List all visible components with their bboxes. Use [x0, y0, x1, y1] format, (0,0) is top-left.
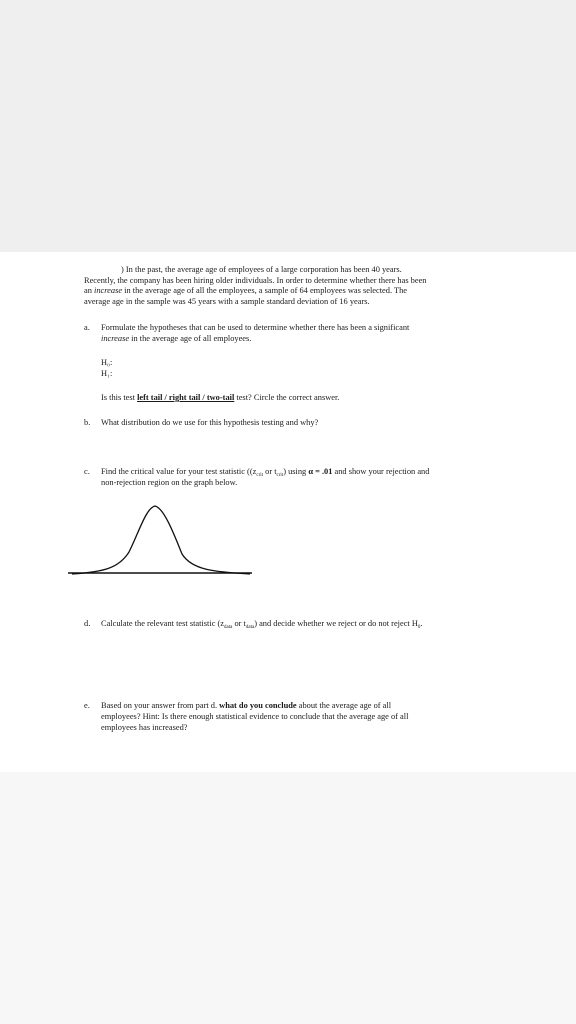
- problem-intro: [84, 265, 514, 307]
- bell-curve: [72, 506, 250, 574]
- alternative-hypothesis-label: H₁:: [101, 369, 113, 378]
- worksheet-page: [0, 252, 576, 772]
- part-b-text: What distribution do we use for this hypothesis testing and why?: [101, 418, 319, 427]
- normal-curve-graph: [64, 502, 256, 580]
- part-c-line2: non-rejection region on the graph below.: [101, 478, 238, 487]
- part-d-label: d.: [84, 619, 91, 628]
- part-c-line1: Find the critical value for your test statistic (($z_{crit}$ or $t_{crit}$) using α = .01 and show your rejection and: [101, 467, 430, 478]
- tail-options: left tail / right tail / two-tail: [137, 393, 235, 402]
- part-e-line1: Based on your answer from part d. what do you conclude about the average age of all: [101, 701, 392, 710]
- part-d-text: Calculate the relevant test statistic ($z_{data}$ or $t_{data}$) and decide whether we reject or do not reject $H_0$.: [101, 619, 423, 630]
- part-e-line2: employees? Hint: Is there enough statistical evidence to conclude that the average age of all: [101, 712, 409, 721]
- part-e-label: e.: [84, 701, 90, 710]
- part-a-line1: Formulate the hypotheses that can be used to determine whether there has been a significant: [101, 323, 410, 332]
- bottom-background: [0, 772, 576, 1024]
- part-a-line2: increase in the average age of all employees.: [101, 334, 252, 343]
- part-b-label: b.: [84, 418, 91, 427]
- intro-line: an increase in the average age of all the employees, a sample of 64 employees was selected. The: [84, 286, 408, 295]
- tail-question: Is this test left tail / right tail / two-tail test? Circle the correct answer.: [101, 393, 340, 402]
- null-hypothesis-label: H₀:: [101, 358, 113, 367]
- top-background: [0, 0, 576, 252]
- part-a-label: a.: [84, 323, 90, 332]
- part-e-line3: employees has increased?: [101, 723, 188, 732]
- part-c-label: c.: [84, 467, 90, 476]
- intro-line: Recently, the company has been hiring older individuals. In order to determine whether there has been: [84, 275, 427, 285]
- intro-line: average age in the sample was 45 years with a sample standard deviation of 16 years.: [84, 296, 370, 306]
- intro-line: ) In the past, the average age of employees of a large corporation has been 40 years.: [121, 265, 402, 274]
